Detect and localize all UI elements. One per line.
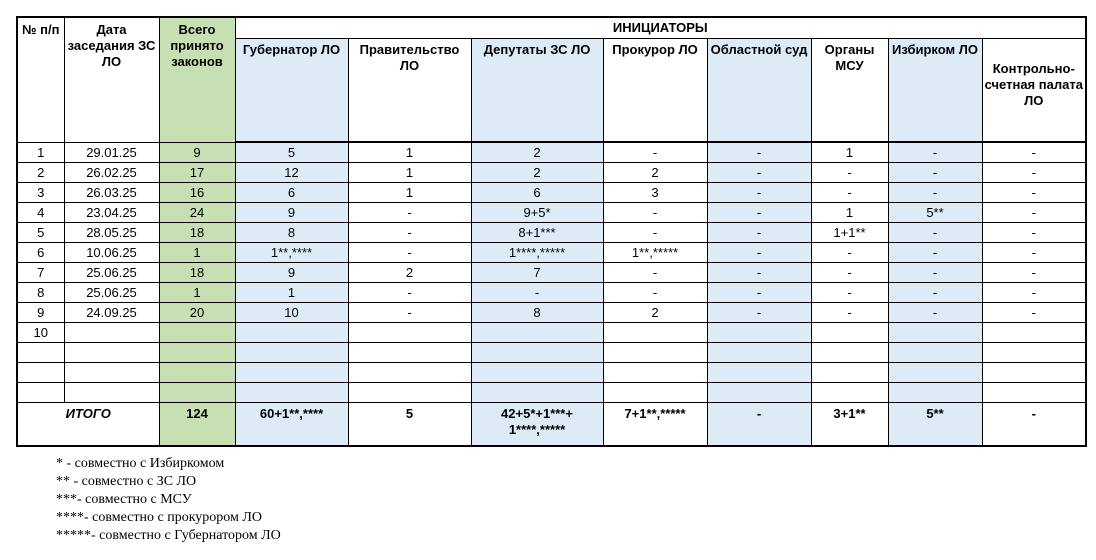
table-cell: 2 [348, 263, 471, 283]
table-cell: 18 [159, 223, 235, 243]
header-total: Всего принято законов [159, 17, 235, 143]
table-cell: - [982, 223, 1086, 243]
table-cell: 10 [235, 303, 348, 323]
table-cell: 9 [17, 303, 64, 323]
table-cell: - [707, 263, 811, 283]
table-cell [159, 323, 235, 343]
table-cell [811, 323, 888, 343]
table-cell: - [982, 163, 1086, 183]
table-cell: 2 [471, 143, 603, 163]
table-cell: 8 [17, 283, 64, 303]
table-cell: - [348, 223, 471, 243]
header-num: № п/п [17, 17, 64, 143]
table-cell [888, 383, 982, 403]
table-cell: - [888, 143, 982, 163]
table-cell [603, 323, 707, 343]
header-governor: Губернатор ЛО [235, 39, 348, 142]
table-row [17, 203, 1086, 223]
table-cell [888, 343, 982, 363]
header-deputies: Депутаты ЗС ЛО [471, 39, 603, 142]
table-cell: 1 [235, 283, 348, 303]
table-row [17, 163, 1086, 183]
table-cell [471, 363, 603, 383]
table-cell: 16 [159, 183, 235, 203]
table-cell [471, 343, 603, 363]
header-prosecutor: Прокурор ЛО [603, 39, 707, 142]
table-cell: - [888, 223, 982, 243]
table-cell [707, 383, 811, 403]
table-row [17, 143, 1086, 163]
table-cell [603, 343, 707, 363]
table-cell: 1+1** [811, 223, 888, 243]
total-cell: 5 [348, 403, 471, 447]
table-cell: - [707, 143, 811, 163]
header-government: Правительство ЛО [348, 39, 471, 142]
table-cell: 2 [17, 163, 64, 183]
table-cell: 9 [159, 143, 235, 163]
footnote: ****- совместно с прокурором ЛО [56, 510, 263, 525]
table-cell: 1 [811, 143, 888, 163]
table-cell: - [348, 303, 471, 323]
table-cell: 18 [159, 263, 235, 283]
table-cell [235, 363, 348, 383]
table-cell: 3 [603, 183, 707, 203]
table-cell: 1 [17, 143, 64, 163]
table-cell: 1 [811, 203, 888, 223]
table-cell: 1**,***** [603, 243, 707, 263]
table-cell [348, 343, 471, 363]
table-cell: 29.01.25 [64, 143, 159, 163]
table-cell: - [348, 283, 471, 303]
table-cell: 10 [17, 323, 64, 343]
table-cell [603, 383, 707, 403]
table-cell: - [603, 223, 707, 243]
table-cell [64, 363, 159, 383]
table-cell: - [811, 243, 888, 263]
header-msu: Органы МСУ [811, 39, 888, 142]
table-cell: - [888, 263, 982, 283]
table-cell: - [888, 183, 982, 203]
table-cell: 3 [17, 183, 64, 203]
table-cell [64, 383, 159, 403]
table-cell: - [982, 203, 1086, 223]
table-cell: 25.06.25 [64, 283, 159, 303]
table-cell: - [603, 283, 707, 303]
table-cell: 20 [159, 303, 235, 323]
table-cell: 1 [348, 143, 471, 163]
table-cell: - [982, 243, 1086, 263]
table-cell: - [982, 283, 1086, 303]
table-cell [982, 363, 1086, 383]
table-cell: 5** [888, 203, 982, 223]
total-row [17, 403, 1086, 447]
table-row [17, 303, 1086, 323]
table-cell: 5 [17, 223, 64, 243]
footnote: ***- совместно с МСУ [56, 492, 192, 507]
table-cell: 9 [235, 263, 348, 283]
table-cell [707, 343, 811, 363]
footnote: *****- совместно с Губернатором ЛО [56, 528, 281, 543]
footnote: ** - совместно с ЗС ЛО [56, 474, 197, 489]
table-cell: 6 [235, 183, 348, 203]
table-cell [811, 383, 888, 403]
table-cell: - [888, 303, 982, 323]
table-cell: 8 [235, 223, 348, 243]
table-cell: 2 [603, 303, 707, 323]
table-cell: 28.05.25 [64, 223, 159, 243]
table-row [17, 283, 1086, 303]
table-cell: - [888, 243, 982, 263]
total-cell: 3+1** [811, 403, 888, 447]
table-cell: - [982, 303, 1086, 323]
table-cell [235, 343, 348, 363]
table-cell: - [707, 183, 811, 203]
table-cell: 1 [159, 283, 235, 303]
table-cell: - [603, 143, 707, 163]
table-cell [982, 343, 1086, 363]
table-cell: 4 [17, 203, 64, 223]
table-row [17, 323, 1086, 343]
table-cell: - [888, 163, 982, 183]
table-cell: - [811, 263, 888, 283]
table-cell [707, 323, 811, 343]
table-row [17, 383, 1086, 403]
table-cell: 2 [471, 163, 603, 183]
header-election-commission: Избирком ЛО [888, 39, 982, 142]
table-cell [235, 323, 348, 343]
table-cell: 24.09.25 [64, 303, 159, 323]
table-cell: 1 [348, 183, 471, 203]
header-regional-court: Областной суд [707, 39, 811, 142]
table-row [17, 343, 1086, 363]
table-cell: 5 [235, 143, 348, 163]
table-cell [159, 363, 235, 383]
table-cell: 12 [235, 163, 348, 183]
table-cell [17, 343, 64, 363]
table-cell: 7 [17, 263, 64, 283]
table-cell [348, 383, 471, 403]
table-cell: 23.04.25 [64, 203, 159, 223]
table-cell: 26.02.25 [64, 163, 159, 183]
table-cell: 1****,***** [471, 243, 603, 263]
total-cell: 5** [888, 403, 982, 447]
table-cell [603, 363, 707, 383]
table-cell [471, 323, 603, 343]
table-cell [17, 383, 64, 403]
table-cell [159, 343, 235, 363]
table-row [17, 243, 1086, 263]
footnote: * - совместно с Избиркомом [56, 456, 225, 471]
header-initiators: ИНИЦИАТОРЫ [235, 17, 1086, 39]
table-cell: 9 [235, 203, 348, 223]
table-cell: - [348, 203, 471, 223]
table-cell: - [888, 283, 982, 303]
laws-table [16, 16, 1087, 447]
table-cell [811, 343, 888, 363]
table-cell: - [707, 303, 811, 323]
table-cell: - [603, 263, 707, 283]
table-cell [64, 343, 159, 363]
header-date: Дата заседания ЗС ЛО [64, 17, 159, 143]
header-audit-chamber: Контрольно-счетная палата ЛО [982, 39, 1086, 142]
table-cell [982, 323, 1086, 343]
table-cell: - [348, 243, 471, 263]
table-cell: 1 [159, 243, 235, 263]
table-cell [235, 383, 348, 403]
table-cell: - [811, 283, 888, 303]
table-cell: - [982, 183, 1086, 203]
total-cell: 60+1**,**** [235, 403, 348, 447]
total-cell: 42+5*+1***+ 1****,***** [471, 403, 603, 447]
table-cell [471, 383, 603, 403]
table-cell: - [707, 243, 811, 263]
table-cell: - [811, 303, 888, 323]
total-cell: - [707, 403, 811, 447]
table-cell [982, 383, 1086, 403]
table-cell: - [811, 183, 888, 203]
table-row [17, 183, 1086, 203]
table-row [17, 363, 1086, 383]
table-cell [707, 363, 811, 383]
table-cell: 1**,**** [235, 243, 348, 263]
table-cell: 9+5* [471, 203, 603, 223]
table-cell: - [707, 283, 811, 303]
table-cell: 24 [159, 203, 235, 223]
table-cell: - [603, 203, 707, 223]
table-cell: 6 [17, 243, 64, 263]
table-cell: 1 [348, 163, 471, 183]
table-cell [348, 363, 471, 383]
table-cell [159, 383, 235, 403]
table-cell [811, 363, 888, 383]
table-cell: - [707, 223, 811, 243]
table-cell: - [982, 143, 1086, 163]
total-label: ИТОГО [17, 403, 159, 447]
table-body [17, 17, 1086, 446]
table-cell: - [471, 283, 603, 303]
footnotes [56, 455, 281, 545]
table-cell: 6 [471, 183, 603, 203]
table-cell: - [982, 263, 1086, 283]
table-cell: 17 [159, 163, 235, 183]
table-cell [888, 363, 982, 383]
table-cell: - [811, 163, 888, 183]
table-cell: 10.06.25 [64, 243, 159, 263]
table-cell [348, 323, 471, 343]
total-cell: 7+1**,***** [603, 403, 707, 447]
table-cell: - [707, 163, 811, 183]
total-cell: 124 [159, 403, 235, 447]
table-cell [64, 323, 159, 343]
table-cell: - [707, 203, 811, 223]
table-cell [17, 363, 64, 383]
table-cell: 8 [471, 303, 603, 323]
total-cell: - [982, 403, 1086, 447]
table-cell: 26.03.25 [64, 183, 159, 203]
table-cell: 2 [603, 163, 707, 183]
table-cell: 7 [471, 263, 603, 283]
table-row [17, 263, 1086, 283]
table-row [17, 223, 1086, 243]
table-cell: 8+1*** [471, 223, 603, 243]
table-cell: 25.06.25 [64, 263, 159, 283]
table-cell [888, 323, 982, 343]
